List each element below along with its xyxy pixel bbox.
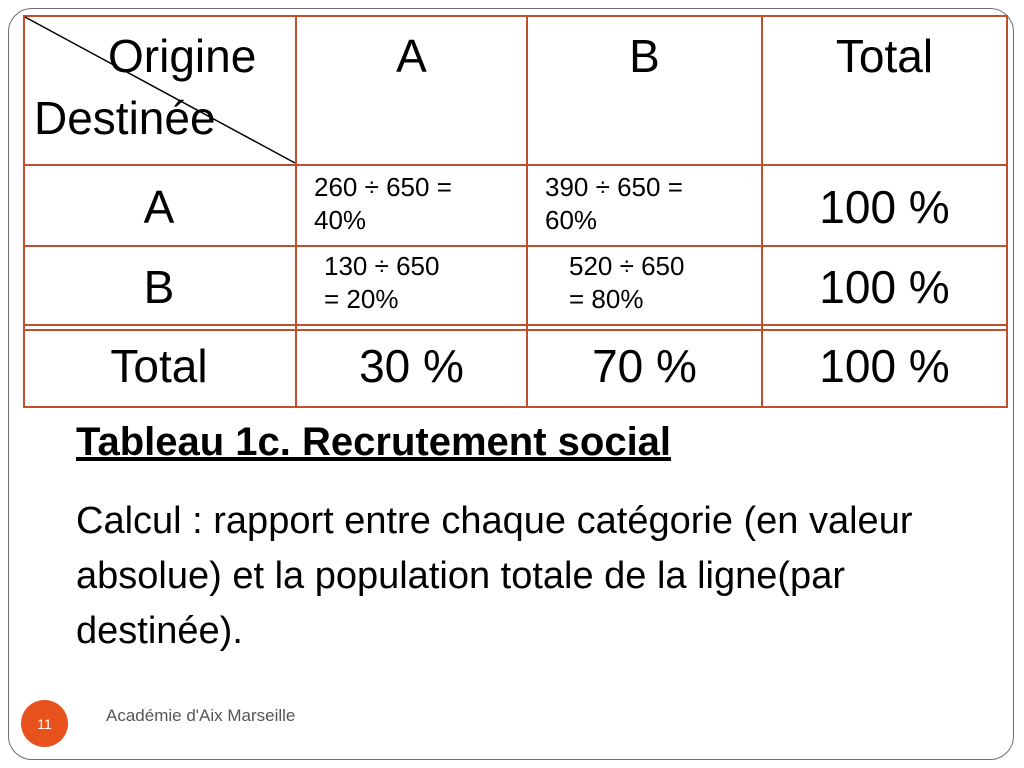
cell-a-total: 100 % — [819, 181, 950, 233]
cell-a-a-line1: 260 ÷ 650 = — [314, 172, 452, 202]
table-divider-row-a — [23, 245, 1008, 247]
cell-b-total: 100 % — [819, 261, 950, 313]
cell-b-a-line2: = 20% — [324, 284, 399, 314]
cell-a-b — [545, 171, 759, 237]
footer-institution: Académie d'Aix Marseille — [106, 706, 296, 725]
row-label-b: B — [143, 261, 175, 313]
corner-origine-label: Origine — [108, 30, 257, 82]
calculation-description: Calcul : rapport entre chaque catégorie (en valeur absolue) et la population totale de la ligne(par destinée). — [76, 500, 913, 652]
cell-b-b-line1: 520 ÷ 650 — [569, 251, 685, 281]
row-label-total: Total — [110, 340, 208, 392]
column-header-b: B — [629, 30, 660, 82]
corner-destinee-label: Destinée — [34, 92, 216, 144]
table-divider-row-b — [23, 324, 1008, 326]
cell-a-b-line1: 390 ÷ 650 = — [545, 172, 683, 202]
cell-a-b-line2: 60% — [545, 205, 598, 235]
cell-a-a-line2: 40% — [314, 205, 367, 235]
table-border-bottom — [23, 406, 1008, 408]
column-header-a: A — [396, 30, 427, 82]
page-number: 11 — [37, 715, 52, 732]
cell-total-b: 70 % — [592, 340, 697, 392]
cell-total-total: 100 % — [819, 340, 950, 392]
cell-b-b — [569, 250, 759, 316]
cell-b-b-line2: = 80% — [569, 284, 644, 314]
table-border-right — [1006, 15, 1008, 408]
row-label-a: A — [143, 181, 175, 233]
data-table — [23, 15, 1008, 408]
page-number-badge — [21, 700, 68, 747]
cell-b-a — [324, 250, 524, 316]
column-header-total: Total — [835, 30, 934, 82]
cell-b-a-line1: 130 ÷ 650 — [324, 251, 440, 281]
table-divider-row-b-double — [23, 329, 1008, 331]
table-caption: Tableau 1c. Recrutement social — [76, 420, 672, 464]
cell-total-a: 30 % — [359, 340, 464, 392]
cell-a-a — [314, 171, 524, 237]
